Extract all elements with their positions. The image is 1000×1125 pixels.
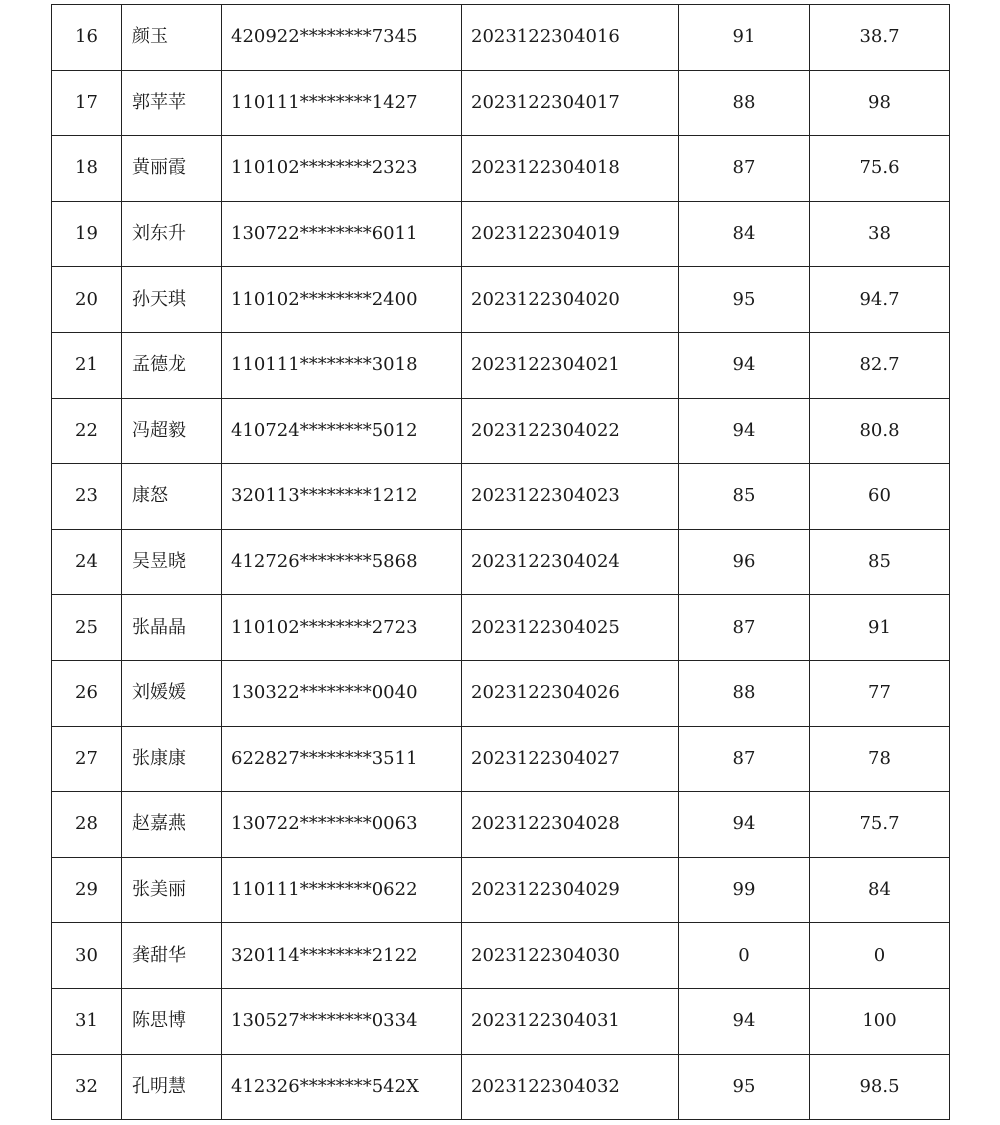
score-cell: 87 [679, 595, 810, 661]
score-cell: 84 [679, 201, 810, 267]
table-row [52, 988, 950, 1054]
table-row [52, 595, 950, 661]
id-number-cell: 320114********2122 [222, 923, 462, 989]
id-number-cell: 110102********2400 [222, 267, 462, 333]
score-cell: 98 [810, 70, 950, 136]
name-cell: 吴昱晓 [122, 529, 222, 595]
name-cell: 孙天琪 [122, 267, 222, 333]
table-row [52, 792, 950, 858]
name-cell: 冯超毅 [122, 398, 222, 464]
score-cell: 82.7 [810, 332, 950, 398]
name-cell: 郭苹苹 [122, 70, 222, 136]
table-row [52, 398, 950, 464]
row-number-cell: 17 [52, 70, 122, 136]
id-number-cell: 622827********3511 [222, 726, 462, 792]
id-number-cell: 110111********3018 [222, 332, 462, 398]
name-cell: 黄丽霞 [122, 136, 222, 202]
id-number-cell: 130322********0040 [222, 660, 462, 726]
id-number-cell: 410724********5012 [222, 398, 462, 464]
table-row [52, 70, 950, 136]
exam-number-cell: 2023122304030 [462, 923, 679, 989]
row-number-cell: 20 [52, 267, 122, 333]
score-cell: 38 [810, 201, 950, 267]
id-number-cell: 130722********6011 [222, 201, 462, 267]
score-cell: 87 [679, 136, 810, 202]
id-number-cell: 110111********0622 [222, 857, 462, 923]
exam-number-cell: 2023122304019 [462, 201, 679, 267]
row-number-cell: 18 [52, 136, 122, 202]
score-table [51, 4, 950, 1120]
score-cell: 75.7 [810, 792, 950, 858]
row-number-cell: 22 [52, 398, 122, 464]
score-cell: 0 [810, 923, 950, 989]
score-cell: 91 [810, 595, 950, 661]
score-cell: 94 [679, 332, 810, 398]
score-cell: 94 [679, 792, 810, 858]
name-cell: 张美丽 [122, 857, 222, 923]
name-cell: 陈思博 [122, 988, 222, 1054]
table-row [52, 332, 950, 398]
score-cell: 38.7 [810, 5, 950, 71]
row-number-cell: 23 [52, 464, 122, 530]
name-cell: 龚甜华 [122, 923, 222, 989]
id-number-cell: 110102********2323 [222, 136, 462, 202]
table-row [52, 660, 950, 726]
table-row [52, 529, 950, 595]
name-cell: 康怒 [122, 464, 222, 530]
name-cell: 颜玉 [122, 5, 222, 71]
table-row [52, 726, 950, 792]
row-number-cell: 28 [52, 792, 122, 858]
row-number-cell: 19 [52, 201, 122, 267]
exam-number-cell: 2023122304025 [462, 595, 679, 661]
score-cell: 91 [679, 5, 810, 71]
table-body [52, 5, 950, 1120]
score-cell: 85 [679, 464, 810, 530]
name-cell: 刘媛媛 [122, 660, 222, 726]
score-cell: 94 [679, 988, 810, 1054]
exam-number-cell: 2023122304028 [462, 792, 679, 858]
row-number-cell: 30 [52, 923, 122, 989]
score-cell: 84 [810, 857, 950, 923]
score-cell: 75.6 [810, 136, 950, 202]
exam-number-cell: 2023122304018 [462, 136, 679, 202]
score-cell: 95 [679, 1054, 810, 1120]
row-number-cell: 29 [52, 857, 122, 923]
row-number-cell: 31 [52, 988, 122, 1054]
exam-number-cell: 2023122304020 [462, 267, 679, 333]
id-number-cell: 420922********7345 [222, 5, 462, 71]
exam-number-cell: 2023122304024 [462, 529, 679, 595]
name-cell: 刘东升 [122, 201, 222, 267]
id-number-cell: 110111********1427 [222, 70, 462, 136]
score-cell: 94 [679, 398, 810, 464]
exam-number-cell: 2023122304032 [462, 1054, 679, 1120]
exam-number-cell: 2023122304016 [462, 5, 679, 71]
score-cell: 87 [679, 726, 810, 792]
name-cell: 张康康 [122, 726, 222, 792]
exam-number-cell: 2023122304023 [462, 464, 679, 530]
row-number-cell: 21 [52, 332, 122, 398]
exam-number-cell: 2023122304021 [462, 332, 679, 398]
id-number-cell: 130722********0063 [222, 792, 462, 858]
score-cell: 100 [810, 988, 950, 1054]
table-row [52, 464, 950, 530]
row-number-cell: 16 [52, 5, 122, 71]
id-number-cell: 130527********0334 [222, 988, 462, 1054]
exam-number-cell: 2023122304031 [462, 988, 679, 1054]
name-cell: 孔明慧 [122, 1054, 222, 1120]
row-number-cell: 26 [52, 660, 122, 726]
exam-number-cell: 2023122304026 [462, 660, 679, 726]
score-cell: 88 [679, 660, 810, 726]
score-cell: 94.7 [810, 267, 950, 333]
row-number-cell: 24 [52, 529, 122, 595]
name-cell: 孟德龙 [122, 332, 222, 398]
score-cell: 77 [810, 660, 950, 726]
score-cell: 96 [679, 529, 810, 595]
row-number-cell: 25 [52, 595, 122, 661]
exam-number-cell: 2023122304029 [462, 857, 679, 923]
exam-number-cell: 2023122304017 [462, 70, 679, 136]
name-cell: 张晶晶 [122, 595, 222, 661]
row-number-cell: 27 [52, 726, 122, 792]
score-cell: 80.8 [810, 398, 950, 464]
score-cell: 99 [679, 857, 810, 923]
score-cell: 0 [679, 923, 810, 989]
table-row [52, 857, 950, 923]
exam-number-cell: 2023122304022 [462, 398, 679, 464]
table-row [52, 267, 950, 333]
id-number-cell: 110102********2723 [222, 595, 462, 661]
id-number-cell: 412726********5868 [222, 529, 462, 595]
table-row [52, 136, 950, 202]
table-row [52, 923, 950, 989]
table-row [52, 1054, 950, 1120]
name-cell: 赵嘉燕 [122, 792, 222, 858]
id-number-cell: 412326********542X [222, 1054, 462, 1120]
score-cell: 85 [810, 529, 950, 595]
score-cell: 88 [679, 70, 810, 136]
table-row [52, 201, 950, 267]
row-number-cell: 32 [52, 1054, 122, 1120]
score-cell: 60 [810, 464, 950, 530]
exam-number-cell: 2023122304027 [462, 726, 679, 792]
score-cell: 78 [810, 726, 950, 792]
score-cell: 98.5 [810, 1054, 950, 1120]
table-row [52, 5, 950, 71]
score-cell: 95 [679, 267, 810, 333]
id-number-cell: 320113********1212 [222, 464, 462, 530]
